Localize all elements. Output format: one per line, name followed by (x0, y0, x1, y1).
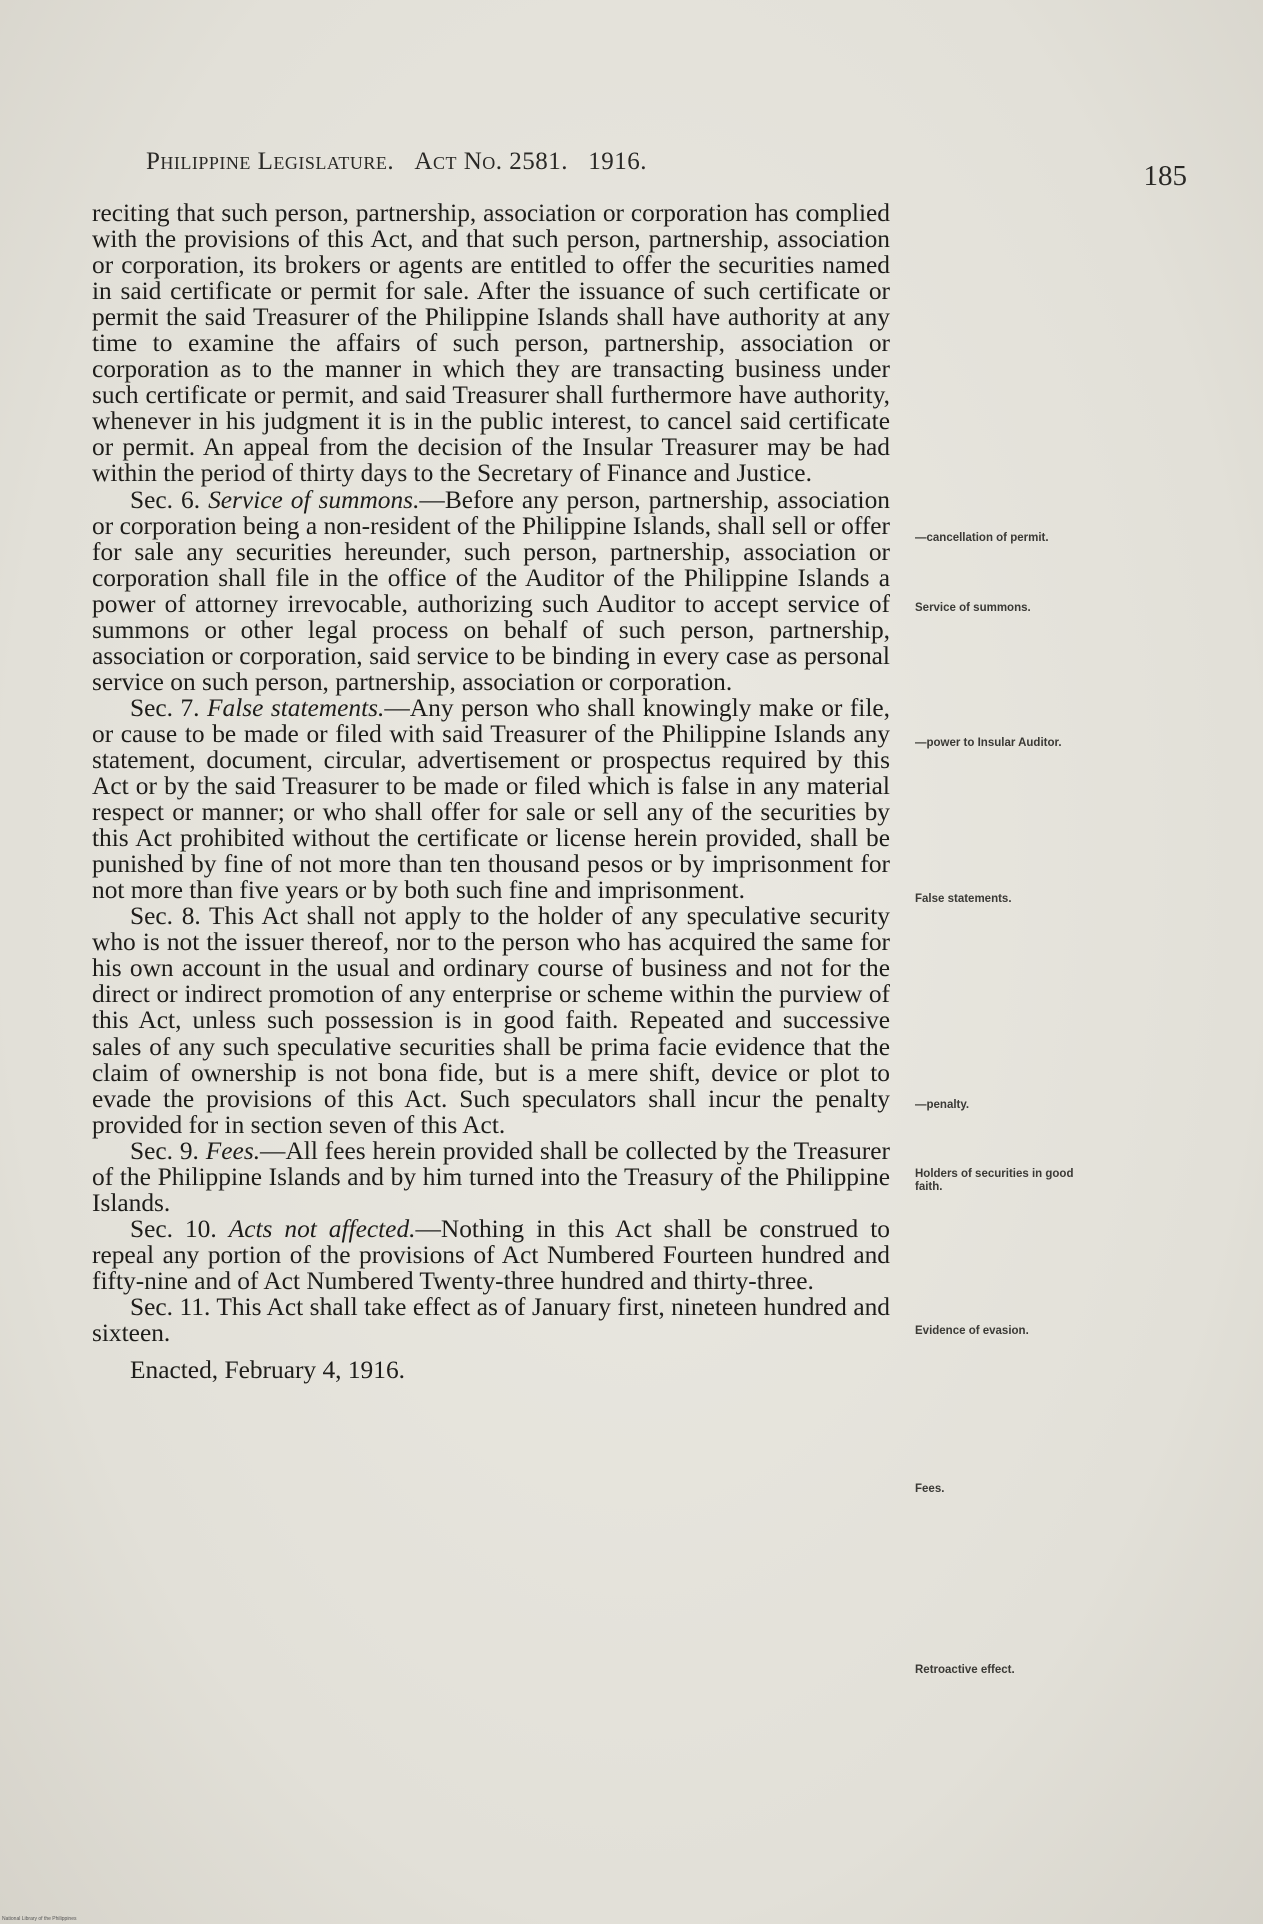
footer-credit: National Library of the Philippines (2, 1916, 77, 1922)
margin-note-holders: Holders of securities in good faith. (915, 1168, 1074, 1193)
section-9-text: —All fees herein provided shall be collected by the Treasurer of the Philippine Islands and by him turned into the Treasury of the Philippine Islands. (92, 1136, 890, 1217)
section-10 (92, 1216, 890, 1294)
section-9-lead: Sec. 9. (130, 1136, 199, 1165)
section-6-title: Service of summons. (208, 485, 420, 514)
section-6-lead: Sec. 6. (130, 485, 201, 514)
section-10-title: Acts not affected. (228, 1214, 416, 1243)
section-6 (92, 487, 890, 695)
margin-note-service: Service of summons. (915, 602, 1031, 614)
section-7-lead: Sec. 7. (130, 693, 200, 722)
page-number: 185 (1143, 160, 1187, 192)
continuation-paragraph: reciting that such person, partnership, association or corporation has complied with the provisions of this Act, and that such person, partnership, association or corporation, its brokers or agents are entitled to offer the securities named in said certificate or permit for sale. After the issuance of such certificate or permit the said Treasurer of the Philippine Islands shall have authority at any time to examine the affairs of such person, partnership, association or corporation as to the manner in which they are transacting business under such certificate or permit, and said Treasurer shall furthermore have authority, whenever in his judgment it is in the public interest, to cancel said certificate or permit. An appeal from the decision of the Insular Treasurer may be had within the period of thirty days to the Secretary of Finance and Justice. (92, 199, 890, 488)
margin-note-retroactive: Retroactive effect. (915, 1664, 1015, 1676)
section-7 (92, 695, 890, 903)
running-head-year: 1916. (588, 148, 648, 175)
margin-note-penalty: —penalty. (915, 1099, 970, 1111)
margin-note-evidence: Evidence of evasion. (915, 1325, 1029, 1337)
enacted-line: Enacted, February 4, 1916. (130, 1356, 405, 1385)
running-head-legislature: Philippine Legislature. (146, 148, 395, 175)
section-9 (92, 1138, 890, 1216)
section-7-text: —Any person who shall knowingly make or file, or cause to be made or filed with said Treasurer of the Philippine Islands any statement, document, circular, advertisement or prospectus required by this Act or by the said Treasurer to be made or filed which is false in any material respect or manner; or who shall offer for sale or sell any of the securities by this Act prohibited without the certificate or license herein provided, shall be punished by fine of not more than ten thousand pesos or by imprisonment for not more than five years or by both such fine and imprisonment. (92, 693, 891, 905)
section-6-text: —Before any person, partnership, association or corporation being a non-resident of the Philippine Islands, shall sell or offer for sale any securities hereunder, such person, partnership, association or corporation shall file in the office of the Auditor of the Philippine Islands a power of attorney irrevocable, authorizing such Auditor to accept service of summons or other legal process on behalf of such person, partnership, association or corporation, said service to be binding in every case as personal service on such person, partnership, association or corporation. (92, 485, 890, 696)
margin-note-false-statements: False statements. (915, 893, 1012, 905)
body-text (92, 200, 890, 1383)
section-9-title: Fees. (205, 1136, 261, 1165)
running-head-act: Act No. 2581. (414, 148, 569, 175)
margin-note-power: —power to Insular Auditor. (915, 737, 1062, 749)
margin-note-cancellation: —cancellation of permit. (915, 532, 1049, 544)
margin-note-fees: Fees. (915, 1483, 945, 1495)
running-head (146, 148, 647, 176)
section-8: Sec. 8. This Act shall not apply to the holder of any speculative security who is not the issuer thereof, nor to the person who has acquired the same for his own account in the usual and ordinary course of business and not for the direct or indirect promotion of any enterprise or scheme within the purview of this Act, unless such possession is in good faith. Repeated and successive sales of any such speculative securities shall be prima facie evidence that the claim of ownership is not bona fide, but is a mere shift, device or plot to evade the provisions of this Act. Such speculators shall incur the penalty provided for in section seven of this Act. (92, 902, 890, 1139)
section-10-text: —Nothing in this Act shall be construed to repeal any portion of the provisions of Act Numbered Fourteen hundred and fifty-nine and of Act Numbered Twenty-three hundred and thirty-three. (92, 1214, 890, 1295)
section-11: Sec. 11. This Act shall take effect as of January first, nineteen hundred and sixteen. (92, 1292, 890, 1348)
section-7-title: False statements. (206, 693, 385, 722)
section-10-lead: Sec. 10. (130, 1214, 217, 1243)
